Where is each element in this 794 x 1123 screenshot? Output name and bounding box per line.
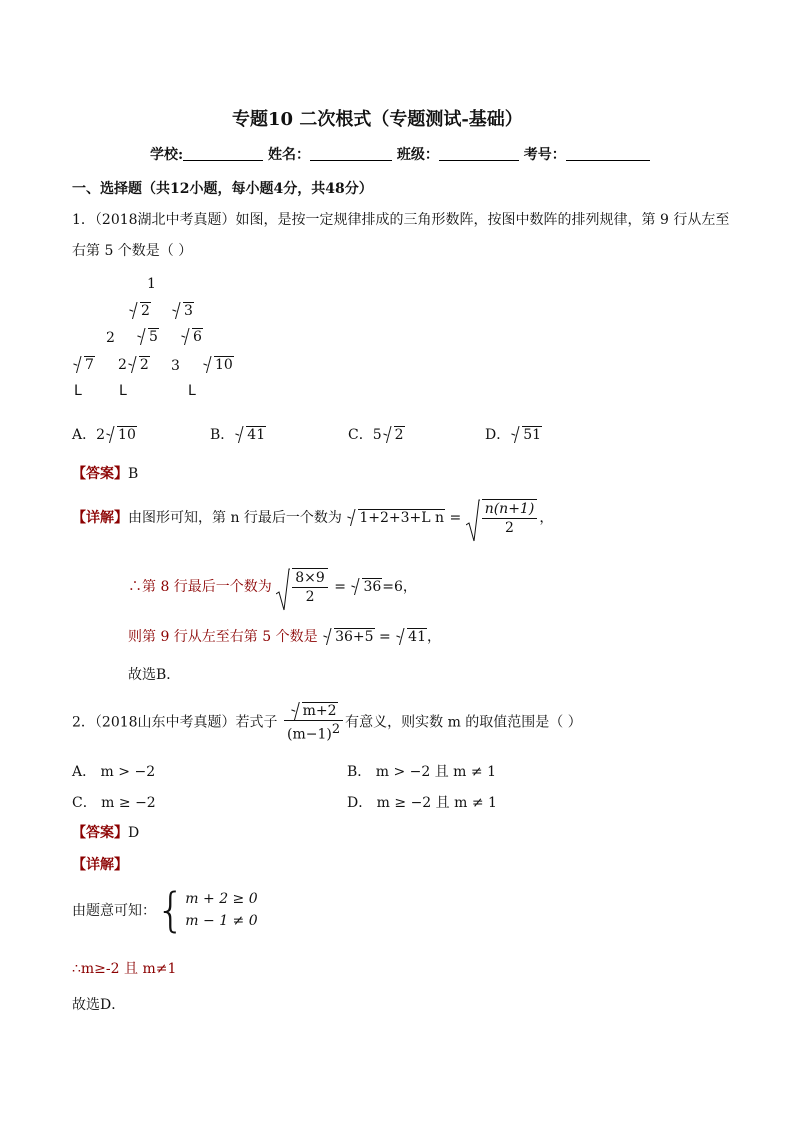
brace: { — [156, 883, 186, 937]
q2-answer — [72, 822, 139, 842]
q1-detail-line4: 故选B． — [128, 667, 181, 683]
array-r4b: 2 2 — [118, 357, 149, 373]
info-line — [150, 144, 650, 164]
array-r3b: 5 — [136, 328, 159, 345]
answer-label: 【答案】 — [72, 466, 128, 482]
class-label: 班级： — [396, 147, 439, 163]
q2-option-d[interactable]: D． m ≥ −2 且 m ≠ 1 — [347, 795, 497, 811]
q2-option-c[interactable]: C． m ≥ −2 — [72, 795, 156, 811]
array-r5c: L — [188, 383, 196, 399]
answer-value: B — [128, 466, 139, 482]
array-r4c: 3 — [171, 358, 180, 374]
exam-no-field[interactable] — [566, 146, 650, 161]
school-label: 学校: — [150, 147, 184, 163]
array-r5a: L — [74, 383, 82, 399]
array-r1: 1 — [147, 276, 156, 292]
q1-detail-line1: 【详解】由图形可知，第 n 行最后一个数为 1+2+3+L n = $\frac{n(n+1)}{2}$ ， — [72, 499, 553, 537]
q1-stem-line1: 1．（2018湖北中考真题）如图，是按一定规律排成的三角形数阵，按图中数阵的排列规律，第 9 行从左至 — [72, 212, 730, 228]
q2-detail-system: 由题意可知：{ m + 2 ≥ 0 m − 1 ≠ 0 — [72, 883, 258, 937]
q2-detail-line2: ∴m≥-2 且 m≠1 — [72, 961, 177, 977]
sqrt-fraction: $\frac{n(n+1)}{2}$ — [466, 499, 540, 537]
detail-label: 【详解】 — [72, 510, 128, 526]
q1-option-b[interactable]: B． 41 — [210, 427, 266, 443]
section-heading: 一、选择题（共12小题，每小题4分，共48分） — [72, 181, 373, 197]
q2-detail-line3: 故选D． — [72, 997, 126, 1013]
name-label: 姓名： — [268, 147, 311, 163]
q2-option-b[interactable]: B． m > −2 且 m ≠ 1 — [347, 764, 496, 780]
exam-no-label: 考号： — [523, 147, 566, 163]
q1-detail-line3: 则第 9 行从左至右第 5 个数是 36+5 = 41， — [128, 629, 441, 645]
q1-stem-line2: 右第 5 个数是（ ） — [72, 243, 193, 259]
answer-value: D — [128, 825, 140, 841]
school-field[interactable] — [183, 146, 263, 161]
class-field[interactable] — [439, 146, 519, 161]
q2-stem: 2．（2018山东中考真题）若式子 $\frac{m+2}{(m-1)^2}$ 有意义，则实数 m 的取值范围是（ ） — [72, 703, 582, 743]
name-field[interactable] — [310, 146, 392, 161]
array-r5b: L — [119, 383, 127, 399]
q1-option-c[interactable]: C．5 2 — [348, 427, 404, 443]
array-r3c: 6 — [180, 328, 203, 345]
array-r2a: 2 — [128, 302, 151, 319]
q2-option-a[interactable]: A． m > −2 — [72, 764, 156, 780]
array-r3a: 2 — [106, 330, 115, 346]
q1-detail-line2: ∴第 8 行最后一个数为 $\frac{8\times 9}{2}$ = 36=6， — [128, 568, 417, 606]
q1-answer — [72, 463, 138, 483]
array-r4a: 7 — [72, 356, 95, 373]
page-title: 专题10 二次根式（专题测试-基础） — [232, 109, 523, 130]
q1-option-d[interactable]: D． 51 — [485, 427, 542, 443]
q1-option-a[interactable]: A．2 10 — [72, 427, 136, 443]
answer-label: 【答案】 — [72, 825, 128, 841]
array-r2b: 3 — [171, 302, 194, 319]
q2-detail-label: 【详解】 — [72, 857, 128, 873]
sqrt-fraction: $\frac{8\times 9}{2}$ — [276, 568, 330, 606]
array-r4d: 10 — [202, 356, 234, 373]
